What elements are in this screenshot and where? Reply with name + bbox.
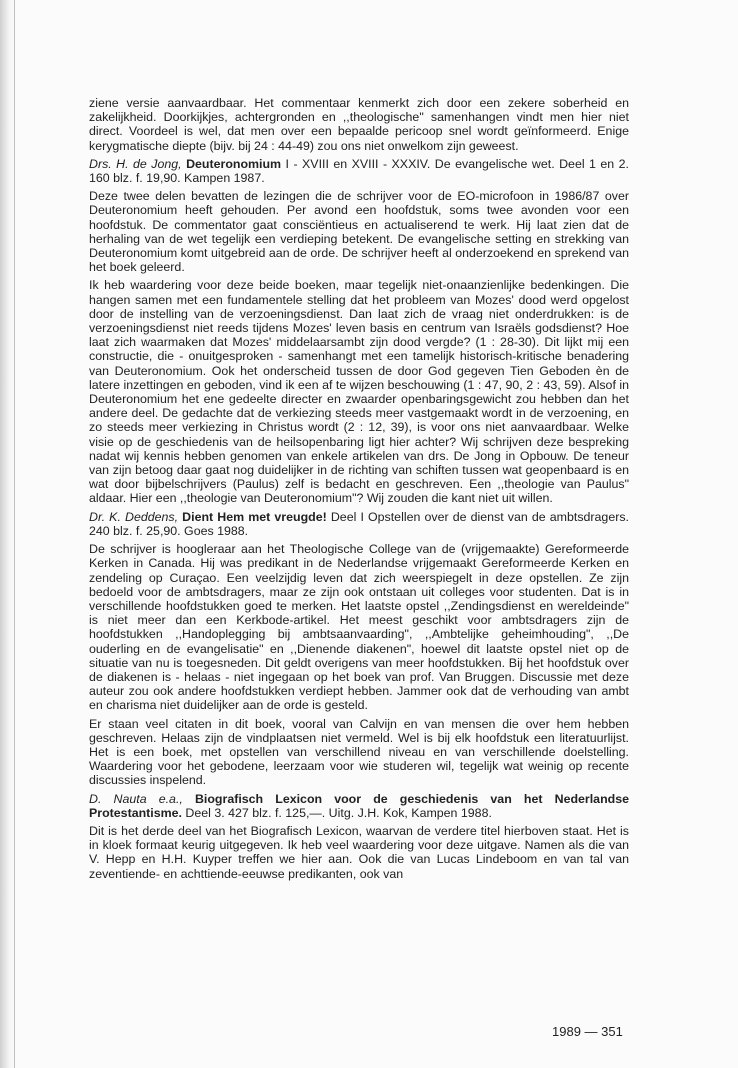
page-body	[89, 96, 629, 885]
review-1-paragraph-2: Ik heb waardering voor deze beide boeken, maar tegelijk niet-onaanzienlijke bedenkingen. Die hangen samen met een fundamentele stelling dat het probleem van Mozes' dood werd opgelost door de instelling van de verzoeningsdienst. Dan laat zich de vraag niet onderdrukken: is de verzoeningsdienst niet reeds tijdens Mozes' leven basis en centrum van Israëls godsdienst? Hoe laat zich waarmaken dat Mozes' middelaarsambt zijn dood vergde? (1 : 28-30). Dit lijkt mij een constructie, die - onuitgesproken - samenhangt met een tamelijk historisch-kritische benadering van Deuteronomium. Ook het onderscheid tussen de door God gegeven Tien Geboden èn de latere inzettingen en geboden, vind ik een af te wijzen beschouwing (1 : 47, 90, 2 : 43, 59). Alsof in Deuteronomium het ene gedeelte directer en zwaarder openbaringsgewicht zou hebben dan het andere deel. De gedachte dat de verkiezing steeds meer vastgemaakt wordt in de verzoening, en zo steeds meer verkiezing in Christus wordt (2 : 12, 39), is voor ons niet aanvaardbaar. Welke visie op de geschiedenis van de heilsopenbaring ligt hier achter? Wij schrijven deze bespreking nadat wij kennis hebben genomen van enkele artikelen van drs. De Jong in Opbouw. De teneur van zijn betoog daar gaat nog duidelijker in de richting van schiften tussen wat geopenbaard is en wat door bijbelschrijvers (Paulus) zelf is bedacht en geschreven. Een ,,theologie van Paulus" aldaar. Hier een ,,theologie van Deuteronomium"? Wij zouden die kant niet uit willen.	[89, 278, 629, 506]
review-1-heading	[89, 157, 629, 185]
review-1-author: Drs. H. de Jong,	[89, 156, 182, 171]
intro-paragraph: ziene versie aanvaardbaar. Het commentaar kenmerkt zich door een zekere soberheid en zakelijkheid. Doorkijkjes, achtergronden en ,,theologische" samenhangen vindt men hier niet direct. Voordeel is wel, dat men over een bepaalde pericoop snel wordt geïnformeerd. Enige kerygmatische diepte (bijv. bij 24 : 44-49) zou ons niet onwelkom zijn geweest.	[89, 96, 629, 153]
page-binding-line	[14, 0, 15, 1068]
review-3-title: Biografisch Lexicon voor de geschiedenis van het Nederlandse Protestantisme.	[89, 791, 629, 820]
review-3-details: Deel 3. 427 blz. f. 125,—. Uitg. J.H. Kok, Kampen 1988.	[181, 805, 492, 820]
review-1-details: I - XVIII en XVIII - XXXIV. De evangelische wet. Deel 1 en 2. 160 blz. f. 19,90. Kampen 1987.	[89, 156, 629, 186]
review-2-heading	[89, 510, 629, 538]
review-2-paragraph-1: De schrijver is hoogleraar aan het Theologische College van de (vrijgemaakte) Gereformeerde Kerken in Canada. Hij was predikant in de Nederlandse vrijgemaakt Gereformeerde Kerken en zendeling op Curaçao. Een veelzijdig leven dat zich weerspiegelt in deze opstellen. Ze zijn bedoeld voor de ambtsdragers, maar ze zijn ook ontstaan uit colleges voor studenten. Dat is in verschillende hoofdstukken goed te merken. Het laatste opstel ,,Zendingsdienst en wereldeinde" is niet meer dan een Kerkbode-artikel. Het meest geschikt voor ambtsdragers zijn de hoofdstukken ,,Handoplegging bij ambtsaanvaarding", ,,Ambtelijke geheimhouding", ,,De ouderling en de evangelisatie" en ,,Dienende diakenen", hoewel dit laatste opstel niet op de situatie van nu is toegesneden. Dit geldt overigens van meer hoofdstukken. Bij het hoofdstuk over de diakenen is - helaas - niet ingegaan op het boek van prof. Van Bruggen. Discussie met deze auteur zou ook andere hoofdstukken verdiept hebben. Jammer ook dat de verhouding van ambt en charisma niet duidelijker aan de orde is gesteld.	[89, 542, 629, 713]
page-left-edge-shadow	[0, 0, 14, 1068]
review-2-details: Deel I Opstellen over de dienst van de ambtsdragers. 240 blz. f. 25,90. Goes 1988.	[89, 509, 629, 538]
review-2-title: Dient Hem met vreugde!	[182, 509, 327, 524]
review-2-paragraph-2: Er staan veel citaten in dit boek, vooral van Calvijn en van mensen die over hem hebben geschreven. Helaas zijn de vindplaatsen niet vermeld. Wel is bij elk hoofdstuk een literatuurlijst. Het is een boek, met opstellen van verschillend niveau en van verschillende doelstelling. Waardering voor het gebodene, leerzaam voor wie studeren wil, tegelijk wat weinig op recente discussies inspelend.	[89, 716, 629, 788]
page-number: 1989 — 351	[552, 1024, 623, 1039]
review-1-title: Deuteronomium	[186, 156, 282, 171]
review-3-heading	[89, 792, 629, 820]
review-3-paragraph-1: Dit is het derde deel van het Biografisch Lexicon, waarvan de verdere titel hierboven staat. Het is in kloek formaat keurig uitgegeven. Ik heb veel waardering voor deze uitgave. Namen als die van V. Hepp en H.H. Kuyper treffen we hier aan. Ook die van Lucas Lindeboom en van tal van zeventiende- en achttiende-eeuwse predikanten, ook van	[89, 823, 629, 881]
review-2-author: Dr. K. Deddens,	[89, 509, 179, 524]
review-1-paragraph-1: Deze twee delen bevatten de lezingen die de schrijver voor de EO-microfoon in 1986/87 over Deuteronomium heeft gehouden. Per avond een hoofdstuk, soms twee avonden voor een hoofdstuk. De commentator gaat consciëntieus en actualiserend te werk. Hij laat zien dat de herhaling van de wet tegelijk een verdieping betekent. De evangelische setting en strekking van Deuteronomium komt uitgebreid aan de orde. De schrijver heeft al onderzoekend en sprekend van het boek geleerd.	[89, 189, 629, 275]
review-3-author: D. Nauta e.a.,	[89, 791, 183, 806]
